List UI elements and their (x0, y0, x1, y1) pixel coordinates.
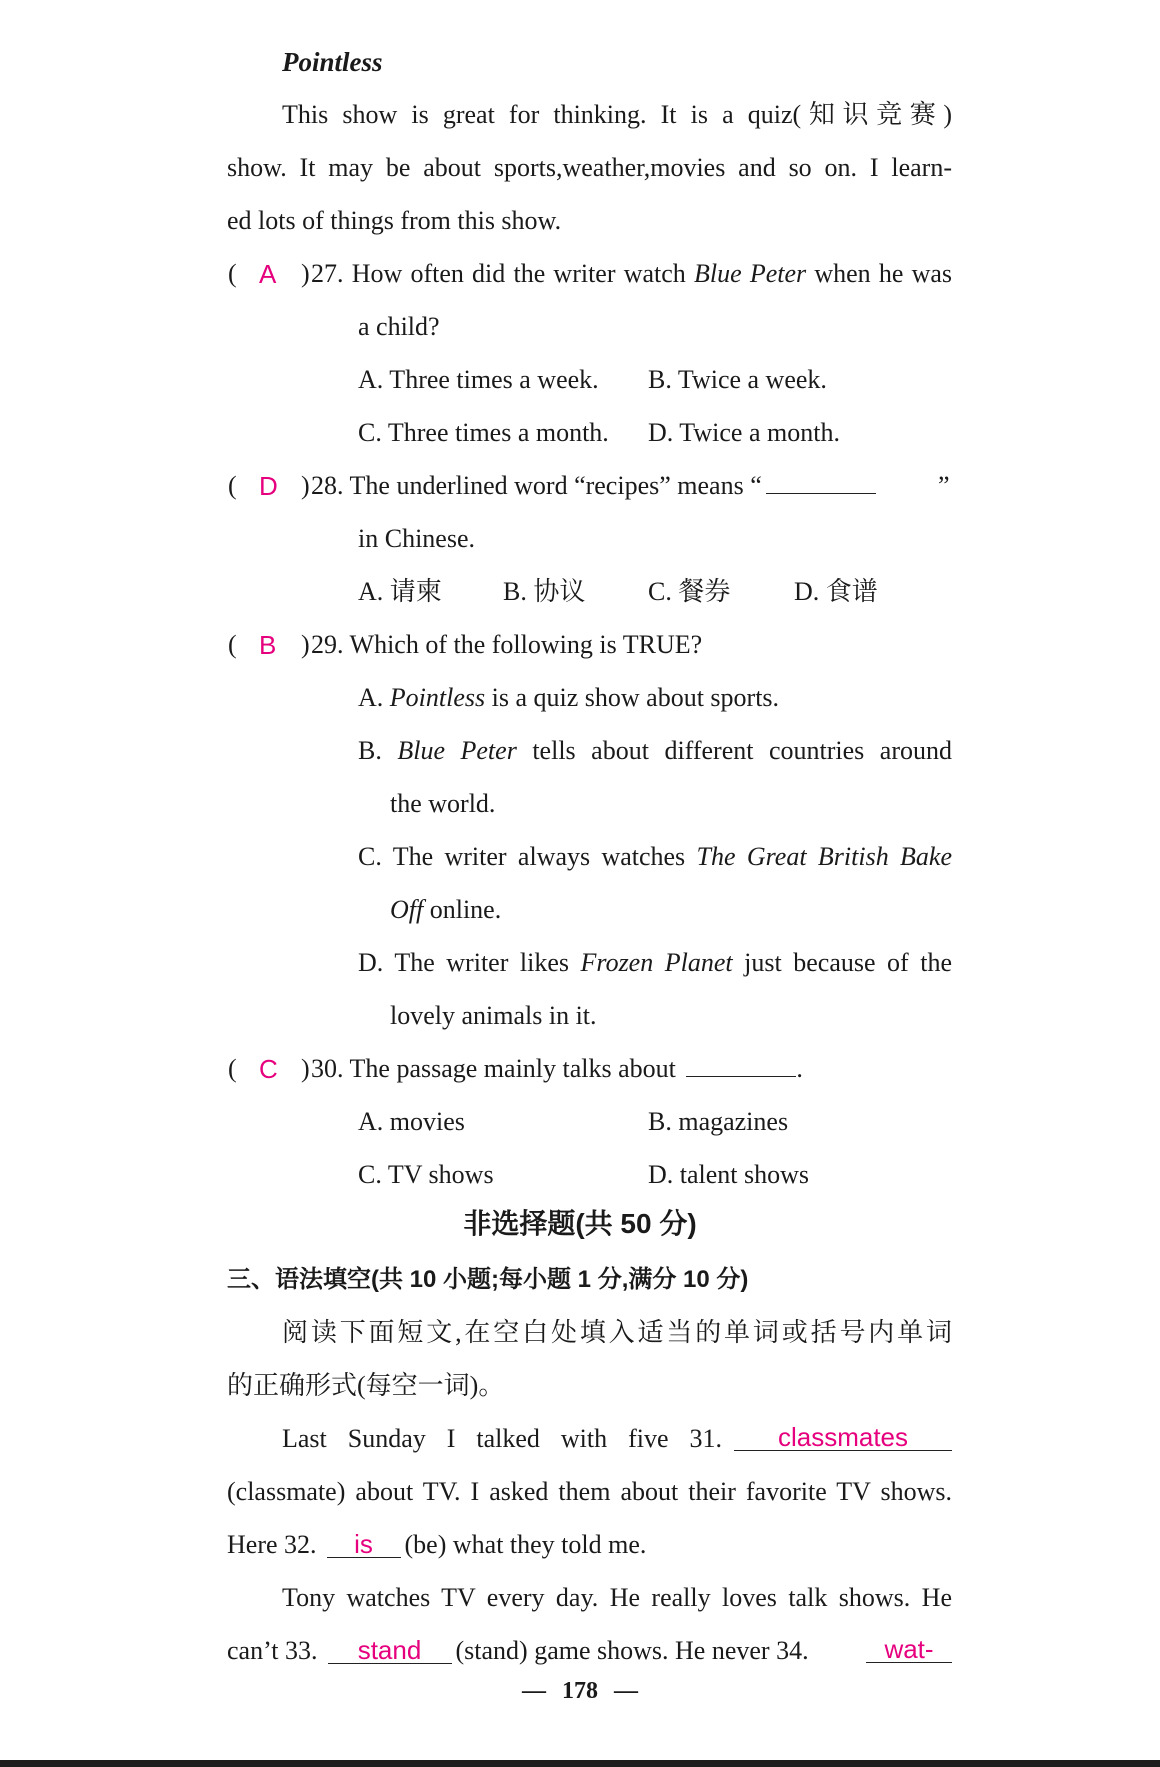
passage-line-3: Here 32. is (be) what they told me. (227, 1529, 647, 1559)
q29-stem: 29. Which of the following is TRUE? (311, 630, 703, 659)
q27-paren-close: ) (301, 259, 310, 288)
passage-line-4: Tony watches TV every day. He really loves talk shows. He (282, 1583, 952, 1612)
q29-option-a: A. Pointless is a quiz show about sports. (358, 683, 780, 712)
q28-blank (766, 493, 876, 494)
section3-heading: 三、语法填空(共 10 小题;每小题 1 分,满分 10 分) (227, 1266, 749, 1293)
passage-line-5-start: can’t 33. stand (stand) game shows. He never 34. (227, 1635, 809, 1665)
q27-option-b: B. Twice a week. (648, 365, 827, 394)
q27-option-c: C. Three times a month. (358, 418, 609, 447)
q28-option-c: C. 餐券 (648, 577, 731, 606)
q28-paren-open: ( (228, 471, 237, 500)
q28-paren-close: ) (301, 471, 310, 500)
q30-blank (686, 1076, 796, 1077)
q30-stem: 30. The passage mainly talks about . (311, 1054, 803, 1083)
bottom-bar (0, 1760, 1160, 1767)
q27-option-d: D. Twice a month. (648, 418, 840, 447)
blank-32: is (327, 1531, 401, 1558)
q30-option-b: B. magazines (648, 1107, 789, 1136)
q29-option-c: C. The writer always watches The Great British Bake (358, 842, 953, 871)
passage-line-1: Last Sunday I talked with five 31. (282, 1424, 722, 1453)
q30-option-a: A. movies (358, 1107, 465, 1136)
q27-answer: A (259, 259, 277, 289)
q30-answer: C (259, 1054, 278, 1084)
q28-stem-cont: in Chinese. (358, 524, 475, 553)
blank-31: classmates (734, 1424, 952, 1451)
section3-instruction-1: 阅读下面短文,在空白处填入适当的单词或括号内单词 (282, 1318, 952, 1347)
section3-instruction-2: 的正确形式(每空一词)。 (227, 1371, 505, 1400)
page-number: — 178 — (522, 1678, 638, 1704)
pointless-line-1: This show is great for thinking. It is a quiz(知识竞赛) (282, 100, 952, 129)
q28-stem: 28. The underlined word “recipes” means “ (311, 471, 876, 501)
q28-option-a: A. 请柬 (358, 577, 442, 606)
q29-option-d-cont: lovely animals in it. (390, 1001, 597, 1030)
q28-option-d: D. 食谱 (794, 577, 878, 606)
blank-33: stand (328, 1637, 452, 1664)
q29-option-b: B. Blue Peter tells about different countries around (358, 736, 952, 765)
q29-option-d: D. The writer likes Frozen Planet just because of the (358, 948, 953, 977)
q28-stem-end: ” (938, 471, 950, 500)
q30-paren-open: ( (228, 1054, 237, 1083)
q28-option-b: B. 协议 (503, 577, 586, 606)
pointless-line-2: show. It may be about sports,weather,movies and so on. I learn- (227, 153, 952, 182)
q30-paren-close: ) (301, 1054, 310, 1083)
q29-option-b-cont: the world. (390, 789, 496, 818)
q30-option-c: C. TV shows (358, 1160, 494, 1189)
pointless-heading: Pointless (282, 47, 383, 77)
q30-option-d: D. talent shows (648, 1160, 810, 1189)
q29-paren-close: ) (301, 630, 310, 659)
q27-paren-open: ( (228, 259, 237, 288)
q27-stem: 27. How often did the writer watch Blue Peter when he was (311, 259, 953, 288)
passage-line-2: (classmate) about TV. I asked them about their favorite TV shows. (227, 1477, 952, 1506)
q27-option-a: A. Three times a week. (358, 365, 599, 394)
q27-stem-cont: a child? (358, 312, 440, 341)
q29-option-c-cont: Off online. (390, 895, 502, 924)
pointless-line-3: ed lots of things from this show. (227, 206, 562, 235)
q28-answer: D (259, 471, 278, 501)
q29-paren-open: ( (228, 630, 237, 659)
section-nonchoice-title: 非选择题(共 50 分) (463, 1208, 697, 1239)
q29-answer: B (259, 630, 277, 660)
blank-34: wat- (866, 1636, 952, 1663)
